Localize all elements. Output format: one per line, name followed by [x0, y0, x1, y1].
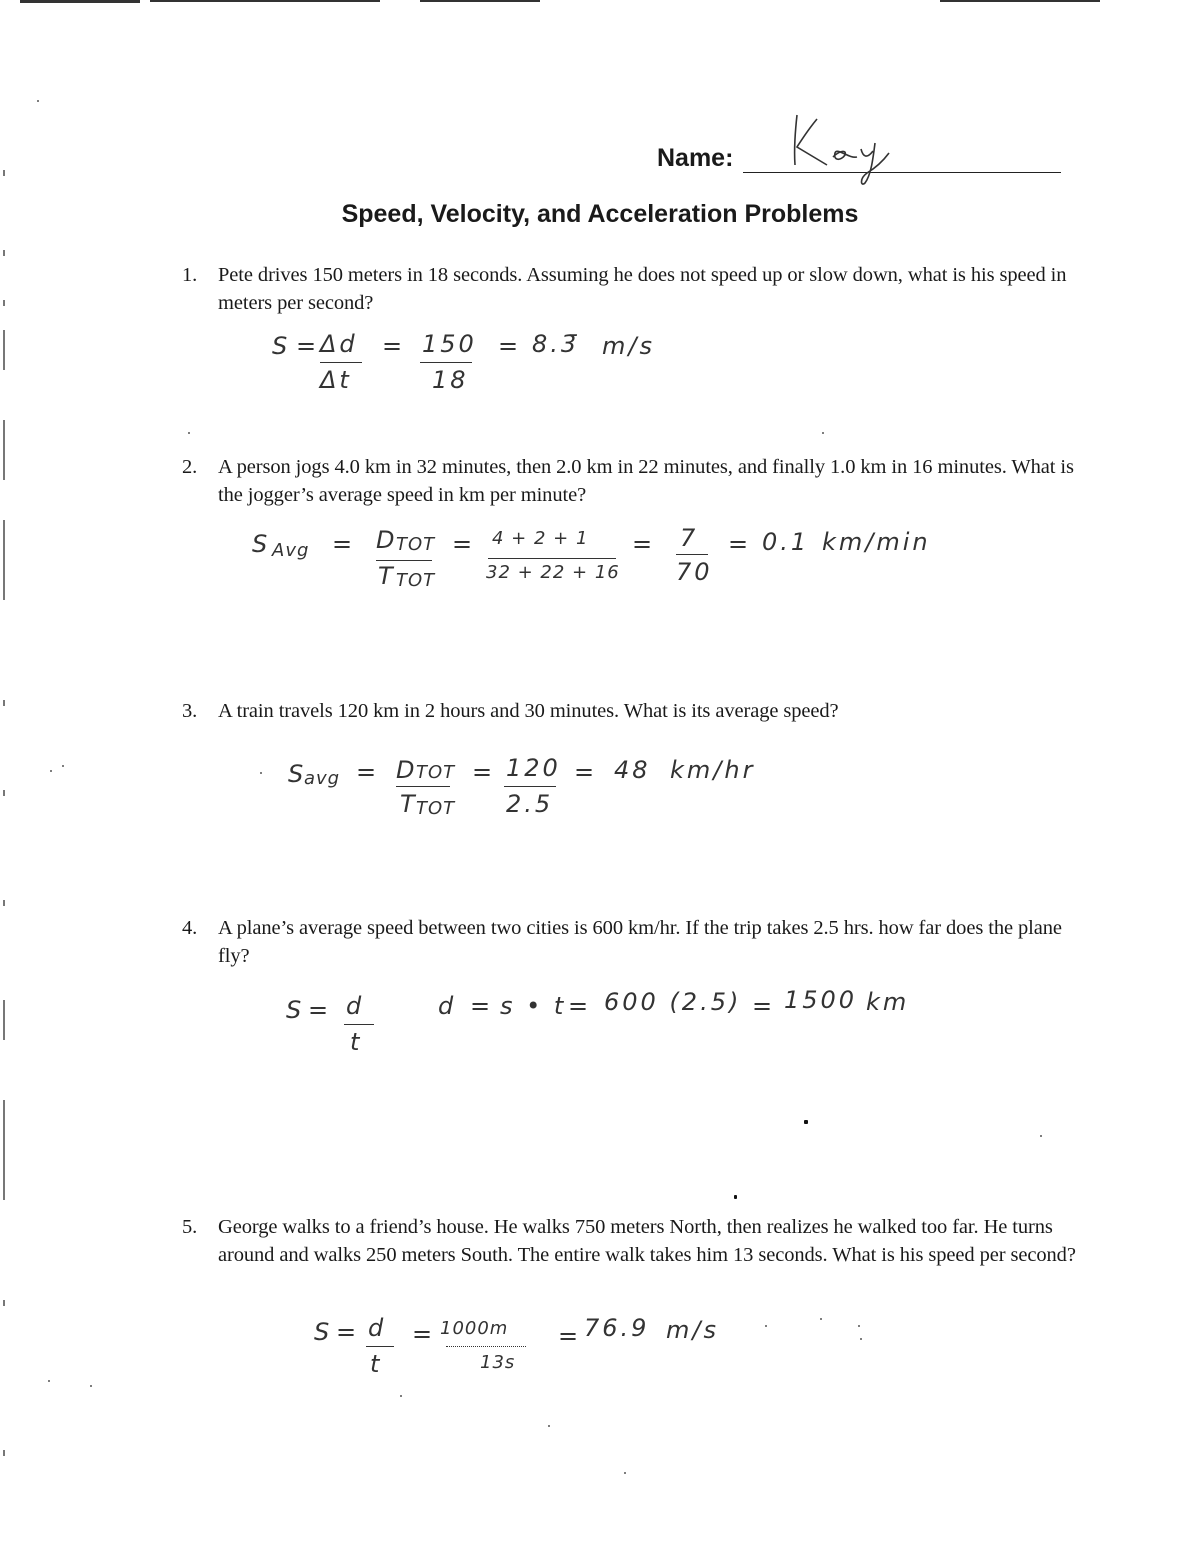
fraction-numerator: Δd — [320, 330, 358, 358]
scan-edge-mark — [3, 1450, 5, 1456]
numerator-subscript: TOT — [396, 534, 436, 555]
fraction-numerator: 120 — [506, 754, 561, 782]
fraction-bar — [396, 786, 450, 787]
fraction-denominator: 18 — [432, 366, 469, 394]
fraction-numerator: 150 — [422, 330, 477, 358]
scan-edge-mark — [3, 1300, 5, 1306]
scan-edge-mark — [3, 170, 5, 176]
name-field — [657, 138, 1067, 198]
denominator-subscript: TOT — [396, 570, 436, 591]
fraction-denominator: 13s — [480, 1352, 516, 1373]
scan-speck — [822, 432, 824, 434]
scan-edge-mark — [3, 1100, 5, 1200]
fraction-bar — [488, 558, 616, 559]
fraction-bar — [320, 362, 362, 363]
answer-value: 8.3̄ — [532, 330, 580, 358]
answer-unit: m/s — [666, 1316, 719, 1344]
equals-sign: = — [356, 758, 380, 786]
fraction-numerator: d — [346, 992, 365, 1020]
speed-symbol: S — [272, 332, 291, 360]
scan-top-edge — [150, 0, 380, 2]
equals-sign: = — [574, 758, 598, 786]
fraction-numerator: 4 + 2 + 1 — [492, 528, 589, 549]
scan-speck — [90, 1385, 92, 1387]
answer-unit: km/min — [822, 528, 931, 556]
scan-speck — [820, 1318, 822, 1320]
question-number: 3. — [182, 700, 198, 722]
fraction-bar — [676, 554, 708, 555]
question-number: 2. — [182, 456, 198, 478]
speed-subscript: avg — [304, 768, 341, 789]
scan-edge-mark — [3, 420, 5, 480]
scan-speck — [548, 1425, 550, 1427]
name-label: Name: — [657, 144, 734, 172]
formula-product: s • t — [500, 992, 567, 1020]
question-number: 1. — [182, 264, 198, 286]
speed-symbol: S — [288, 760, 307, 788]
fraction-denominator: 2.5 — [506, 790, 554, 818]
answer-unit: m/s — [602, 332, 655, 360]
fraction-bar — [376, 560, 432, 561]
scan-edge-mark — [3, 1000, 5, 1040]
fraction-numerator: D — [376, 526, 398, 554]
question-text: George walks to a friend’s house. He walks 750 meters North, then realizes he walked too far. He turns around and walks 250 meters South. The entire walk takes him 13 seconds. What is his speed per second? — [218, 1216, 1076, 1266]
question-text: Pete drives 150 meters in 18 seconds. Assuming he does not speed up or slow down, what is his speed in meters per second? — [218, 264, 1067, 314]
answer-value: 76.9 — [584, 1314, 650, 1342]
fraction-denominator: t — [350, 1028, 363, 1056]
fraction-denominator: 70 — [676, 558, 713, 586]
answer-unit: km — [866, 988, 910, 1016]
equals-sign: = — [498, 332, 522, 360]
scan-speck — [48, 1380, 50, 1382]
scan-speck — [804, 1120, 808, 1124]
scan-speck — [62, 765, 64, 767]
scan-speck — [1040, 1135, 1042, 1137]
fraction-denominator: T — [378, 562, 396, 590]
scan-edge-mark — [3, 300, 5, 306]
scan-speck — [765, 1325, 767, 1327]
question-text: A plane’s average speed between two cities is 600 km/hr. If the trip takes 2.5 hrs. how far does the plane fly? — [218, 917, 1062, 967]
scan-speck — [858, 1325, 860, 1327]
scan-top-edge — [20, 0, 140, 3]
speed-symbol: S — [314, 1318, 333, 1346]
scan-top-edge — [940, 0, 1100, 2]
scan-speck — [624, 1472, 626, 1474]
answer-unit: km/hr — [670, 756, 756, 784]
question-number: 5. — [182, 1216, 198, 1238]
question-4 — [182, 914, 1082, 970]
question-3 — [182, 697, 1082, 725]
fraction-bar — [420, 362, 472, 363]
equals-sign: = — [558, 1322, 582, 1350]
equals-sign: = — [568, 992, 592, 1020]
scan-speck — [400, 1395, 402, 1397]
equals-sign: = — [382, 332, 406, 360]
answer-value: 0.1 — [762, 528, 810, 556]
equals-sign: = — [296, 332, 320, 360]
equals-sign: = — [752, 992, 776, 1020]
question-text: A person jogs 4.0 km in 32 minutes, then 2.0 km in 22 minutes, and finally 1.0 km in 16 minutes. What is the jogger’s average speed in km per minute? — [218, 456, 1074, 506]
question-text: A train travels 120 km in 2 hours and 30 minutes. What is its average speed? — [218, 700, 839, 722]
question-1 — [182, 261, 1082, 317]
question-2 — [182, 453, 1082, 509]
fraction-bar — [446, 1346, 526, 1347]
fraction-denominator: t — [370, 1350, 383, 1378]
equals-sign: = — [412, 1320, 436, 1348]
equals-sign: = — [472, 758, 496, 786]
answer-value: 48 — [614, 756, 651, 784]
scan-edge-mark — [3, 330, 5, 370]
answer-value: 1500 — [784, 986, 858, 1014]
worksheet-title: Speed, Velocity, and Acceleration Problems — [341, 200, 859, 228]
fraction-numerator: D — [396, 756, 418, 784]
scan-speck — [37, 100, 39, 102]
name-handwriting-key — [767, 113, 927, 193]
fraction-denominator: T — [400, 790, 418, 818]
speed-symbol: S — [286, 996, 305, 1024]
scan-speck — [188, 432, 190, 434]
scan-edge-mark — [3, 900, 5, 906]
scan-edge-mark — [3, 250, 5, 256]
equals-sign: = — [632, 530, 656, 558]
scan-edge-mark — [3, 520, 5, 600]
distance-symbol: d — [438, 992, 457, 1020]
speed-symbol: S — [252, 530, 271, 558]
fraction-numerator: 7 — [680, 524, 699, 552]
fraction-numerator: d — [368, 1314, 387, 1342]
question-number: 4. — [182, 917, 198, 939]
equals-sign: = — [308, 996, 332, 1024]
fraction-denominator: 32 + 22 + 16 — [486, 562, 620, 583]
fraction-bar — [366, 1346, 394, 1347]
equals-sign: = — [332, 530, 356, 558]
scan-speck — [860, 1338, 862, 1340]
denominator-subscript: TOT — [416, 798, 456, 819]
scan-edge-mark — [3, 700, 5, 706]
substitution: 600 (2.5) — [604, 988, 742, 1016]
scan-speck — [734, 1195, 737, 1199]
scan-speck — [260, 772, 262, 774]
fraction-bar — [344, 1024, 374, 1025]
equals-sign: = — [470, 992, 494, 1020]
numerator-subscript: TOT — [416, 762, 456, 783]
fraction-denominator: Δt — [320, 366, 352, 394]
question-5 — [182, 1213, 1082, 1269]
scan-edge-mark — [3, 790, 5, 796]
equals-sign: = — [728, 530, 752, 558]
equals-sign: = — [336, 1318, 360, 1346]
equals-sign: = — [452, 530, 476, 558]
fraction-bar — [504, 786, 556, 787]
scan-speck — [50, 770, 52, 772]
speed-subscript: Avg — [272, 540, 310, 561]
scan-top-edge — [420, 0, 540, 2]
fraction-numerator: 1000m — [440, 1318, 509, 1339]
